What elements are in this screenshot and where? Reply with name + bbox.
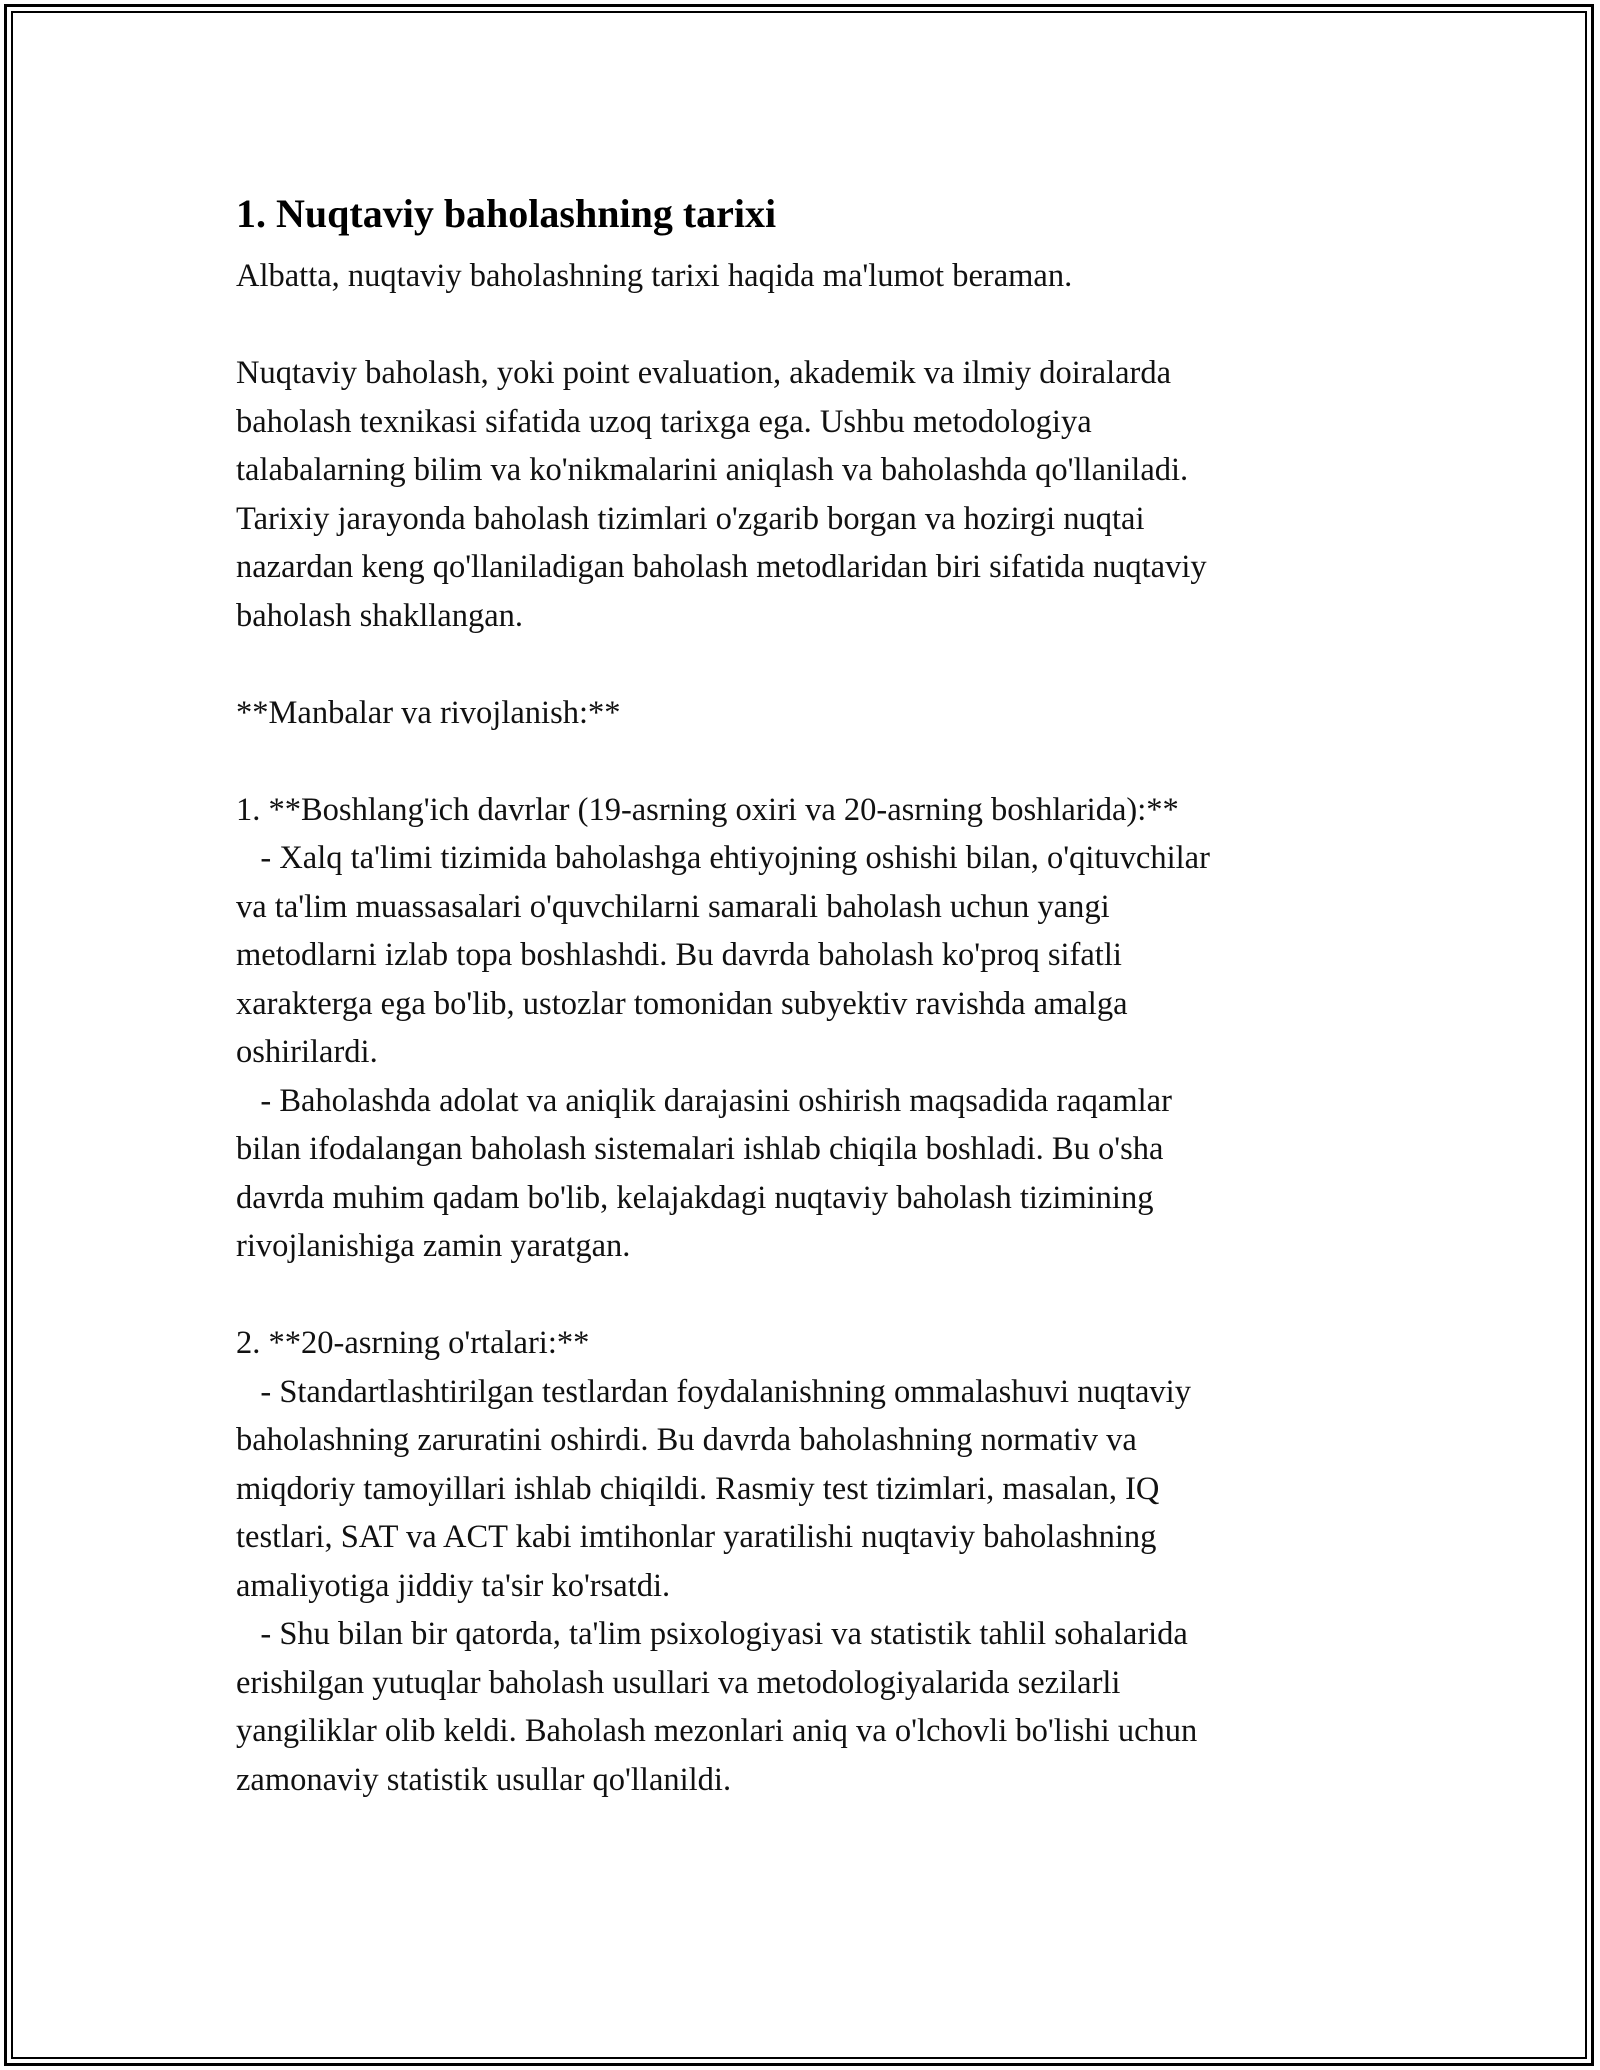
history-paragraph: Nuqtaviy baholash, yoki point evaluation, akademik va ilmiy doiralarda baholash texnikasi sifatida uzoq tarixga ega. Ushbu metodologiya talabalarning bilim va ko'nikmalarini aniqlash va baholashda qo'llaniladi. Tarixiy jarayonda baholash tizimlari o'zgarib borgan va hozirgi nuqtai nazardan keng qo'llaniladigan baholash metodlaridan biri sifatida nuqtaviy baholash shakllangan.: [236, 355, 1207, 634]
paragraph-spacer: [236, 301, 1376, 350]
list-item-2-point-1: - Standartlashtirilgan testlardan foydalanishning ommalashuvi nuqtaviy baholashning zaruratini oshirdi. Bu davrda baholashning normativ va miqdoriy tamoyillari ishlab chiqildi. Rasmiy test tizimlari, masalan, IQ testlari, SAT va ACT kabi imtihonlar yaratilishi nuqtaviy baholashning amaliyotiga jiddiy ta'sir ko'rsatdi.: [236, 1373, 1191, 1604]
document-body: [236, 186, 1376, 1804]
section-heading: **Manbalar va rivojlanish:**: [236, 694, 621, 731]
list-item-1-point-1: - Xalq ta'limi tizimida baholashga ehtiyojning oshishi bilan, o'qituvchilar va ta'lim muassasalari o'quvchilarni samarali baholash uchun yangi metodlarni izlab topa boshlashdi. Bu davrda baholash ko'proq sifatli xarakterga ega bo'lib, ustozlar tomonidan subyektiv ravishda amalga oshirilardi.: [236, 840, 1210, 1070]
list-item-2-point-2: - Shu bilan bir qatorda, ta'lim psixologiyasi va statistik tahlil sohalarida erishilgan yutuqlar baholash usullari va metodologiyalarida sezilarli yangiliklar olib keldi. Baholash mezonlari aniq va o'lchovli bo'lishi uchun zamonaviy statistik usullar qo'llanildi.: [236, 1616, 1198, 1798]
paragraph-spacer: [236, 737, 1376, 786]
paragraph-spacer: [236, 1271, 1376, 1320]
list-item-1-heading: 1. **Boshlang'ich davrlar (19-asrning oxiri va 20-asrning boshlarida):**: [236, 791, 1179, 828]
list-item-2-heading: 2. **20-asrning o'rtalari:**: [236, 1325, 590, 1361]
intro-paragraph: Albatta, nuqtaviy baholashning tarixi haqida ma'lumot beraman.: [236, 258, 1073, 294]
list-item-1-point-2: - Baholashda adolat va aniqlik darajasini oshirish maqsadida raqamlar bilan ifodalangan baholash sistemalari ishlab chiqila boshladi. Bu o'sha davrda muhim qadam bo'lib, kelajakdagi nuqtaviy baholash tizimining rivojlanishiga zamin yaratgan.: [236, 1082, 1172, 1264]
document-title: 1. Nuqtaviy baholashning tarixi: [236, 191, 777, 236]
paragraph-spacer: [236, 640, 1376, 689]
